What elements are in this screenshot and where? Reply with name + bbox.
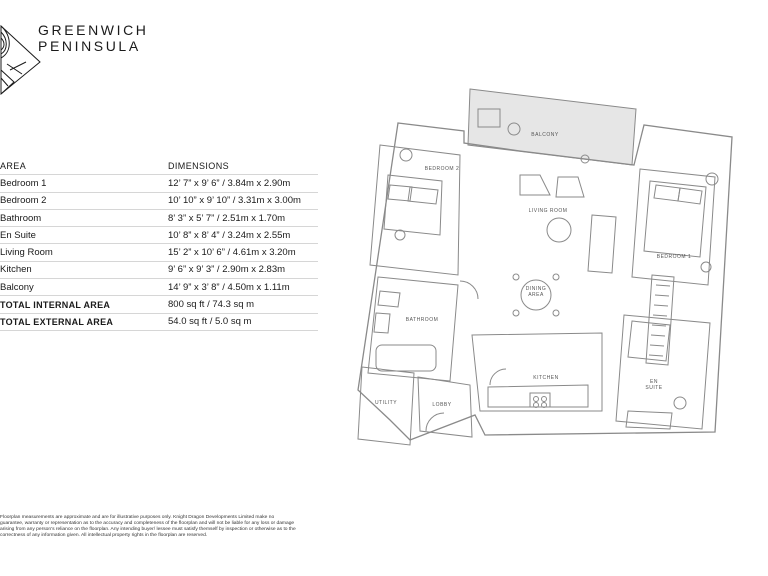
room-label-balcony: BALCONY	[531, 132, 559, 138]
table-row	[0, 227, 318, 244]
ensuite-walls	[616, 315, 710, 429]
utility-walls	[358, 367, 414, 445]
kitchen-walls	[472, 333, 602, 411]
room-label-bedroom1: BEDROOM 1	[656, 254, 692, 260]
brand-name-line2: PENINSULA	[38, 38, 141, 54]
bathtub	[376, 345, 436, 371]
table-row	[0, 279, 318, 296]
room-label-living: LIVING ROOM	[528, 208, 568, 214]
room-label-bedroom2: BEDROOM 2	[424, 166, 460, 172]
room-label-dining: DINING AREA	[525, 286, 547, 298]
total-internal-row	[0, 296, 318, 313]
brand-logo	[0, 22, 150, 96]
area-cell: Kitchen	[0, 261, 168, 278]
area-cell: Bedroom 1	[0, 175, 168, 192]
table-row	[0, 209, 318, 226]
dimensions-cell: 9’ 6” x 9’ 3” / 2.90m x 2.83m	[168, 261, 318, 278]
disclaimer-text: Floorplan measurements are approximate and are for illustrative purposes only. Knight Dragon Developments Limited make no guarantee, warranty or representation as to the accuracy and completeness of the floorplan and will not be liable for any loss or damage arising from any person’s reliance on the floorplan. Any intending buyer/ lessee must satisfy themself by inspection or otherwise as to the correctness of any information given. All intellectual property rights in the floorplan are reserved.	[0, 515, 296, 539]
room-label-bathroom: BATHROOM	[405, 317, 439, 323]
area-cell: Bedroom 2	[0, 192, 168, 209]
total-value: 800 sq ft / 74.3 sq m	[168, 296, 318, 313]
area-cell: Balcony	[0, 279, 168, 296]
dimensions-cell: 12’ 7” x 9’ 6” / 3.84m x 2.90m	[168, 175, 318, 192]
bedroom2-bed	[384, 175, 442, 235]
table-row	[0, 261, 318, 278]
brand-name-line1: GREENWICH	[38, 22, 149, 38]
dimensions-cell: 10’ 8” x 8’ 4” / 3.24m x 2.55m	[168, 227, 318, 244]
dimensions-cell: 14’ 9” x 3’ 8” / 4.50m x 1.11m	[168, 279, 318, 296]
area-cell: En Suite	[0, 227, 168, 244]
dimensions-cell: 10’ 10” x 9’ 10” / 3.31m x 3.00m	[168, 192, 318, 209]
room-label-lobby: LOBBY	[432, 402, 452, 408]
room-label-ensuite: EN SUITE	[645, 379, 663, 391]
armchair	[520, 175, 550, 195]
column-header-area: AREA	[0, 158, 168, 175]
area-cell: Living Room	[0, 244, 168, 261]
ensuite-toilet	[674, 397, 686, 409]
column-header-dimensions: DIMENSIONS	[168, 158, 318, 175]
table-header-row	[0, 158, 318, 175]
floorplan	[340, 85, 740, 460]
bathroom-walls	[368, 277, 458, 381]
room-label-kitchen: KITCHEN	[533, 375, 559, 381]
dimensions-cell: 15’ 2” x 10’ 6” / 4.61m x 3.20m	[168, 244, 318, 261]
dimensions-table	[0, 158, 318, 331]
dimensions-cell: 8’ 3” x 5’ 7” / 2.51m x 1.70m	[168, 209, 318, 226]
table-row	[0, 192, 318, 209]
total-value: 54.0 sq ft / 5.0 sq m	[168, 313, 318, 330]
total-external-row	[0, 313, 318, 330]
room-label-utility: UTILITY	[374, 400, 398, 406]
coffee-table	[547, 218, 571, 242]
floorplan-drawing	[340, 85, 740, 460]
area-cell: Bathroom	[0, 209, 168, 226]
sofa	[588, 215, 616, 273]
table-row	[0, 175, 318, 192]
toilet	[378, 291, 400, 307]
armchair	[556, 177, 584, 197]
bedroom2-walls	[370, 145, 460, 275]
total-label: TOTAL INTERNAL AREA	[0, 296, 168, 313]
brand-name	[38, 22, 149, 54]
table-row	[0, 244, 318, 261]
wardrobe	[646, 275, 674, 365]
total-label: TOTAL EXTERNAL AREA	[0, 313, 168, 330]
ensuite-vanity	[626, 411, 672, 429]
basin	[374, 313, 390, 333]
geometric-triangle-logo-icon	[0, 22, 42, 96]
hob	[530, 393, 550, 407]
bedroom1-bed	[644, 181, 706, 257]
